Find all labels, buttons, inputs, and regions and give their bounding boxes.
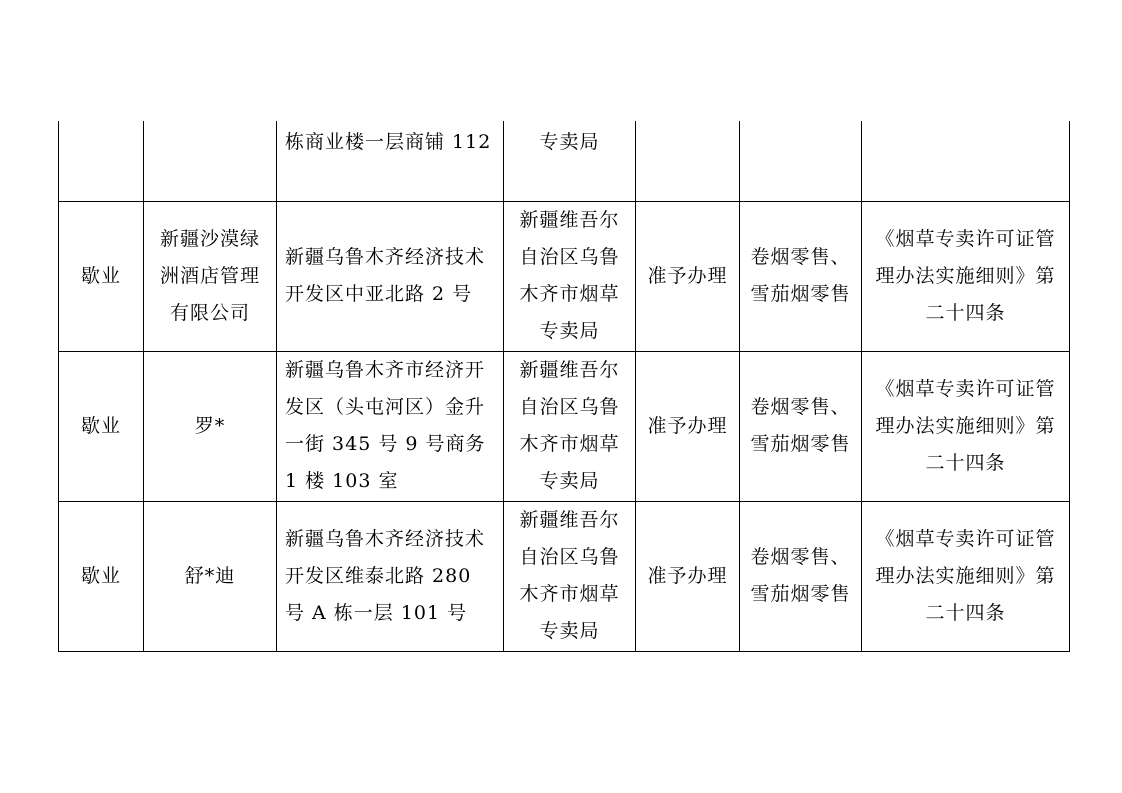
license-table [58, 121, 1070, 652]
cell-address: 新疆乌鲁木齐经济技术开发区中亚北路 2 号 [277, 201, 504, 351]
cell-type: 歇业 [59, 501, 144, 651]
cell-type [59, 121, 144, 201]
cell-address: 新疆乌鲁木齐市经济开发区（头屯河区）金升一街 345 号 9 号商务 1 楼 103 室 [277, 351, 504, 501]
cell-type: 歇业 [59, 351, 144, 501]
cell-authority: 专卖局 [504, 121, 636, 201]
cell-decision: 准予办理 [636, 201, 740, 351]
cell-scope [740, 121, 862, 201]
cell-authority: 新疆维吾尔自治区乌鲁木齐市烟草专卖局 [504, 201, 636, 351]
cell-basis: 《烟草专卖许可证管理办法实施细则》第二十四条 [862, 501, 1070, 651]
cell-decision [636, 121, 740, 201]
cell-address: 新疆乌鲁木齐经济技术开发区维泰北路 280 号 A 栋一层 101 号 [277, 501, 504, 651]
cell-scope: 卷烟零售、雪茄烟零售 [740, 201, 862, 351]
table-row [59, 501, 1070, 651]
cell-decision: 准予办理 [636, 351, 740, 501]
cell-basis [862, 121, 1070, 201]
cell-name: 罗* [144, 351, 277, 501]
cell-name: 新疆沙漠绿洲酒店管理有限公司 [144, 201, 277, 351]
cell-scope: 卷烟零售、雪茄烟零售 [740, 501, 862, 651]
cell-address: 栋商业楼一层商铺 112 [277, 121, 504, 201]
cell-basis: 《烟草专卖许可证管理办法实施细则》第二十四条 [862, 201, 1070, 351]
table-row [59, 201, 1070, 351]
cell-scope: 卷烟零售、雪茄烟零售 [740, 351, 862, 501]
cell-type: 歇业 [59, 201, 144, 351]
table-row-continuation [59, 121, 1070, 201]
cell-name: 舒*迪 [144, 501, 277, 651]
cell-basis: 《烟草专卖许可证管理办法实施细则》第二十四条 [862, 351, 1070, 501]
cell-authority: 新疆维吾尔自治区乌鲁木齐市烟草专卖局 [504, 501, 636, 651]
table-row [59, 351, 1070, 501]
cell-name [144, 121, 277, 201]
cell-decision: 准予办理 [636, 501, 740, 651]
cell-authority: 新疆维吾尔自治区乌鲁木齐市烟草专卖局 [504, 351, 636, 501]
